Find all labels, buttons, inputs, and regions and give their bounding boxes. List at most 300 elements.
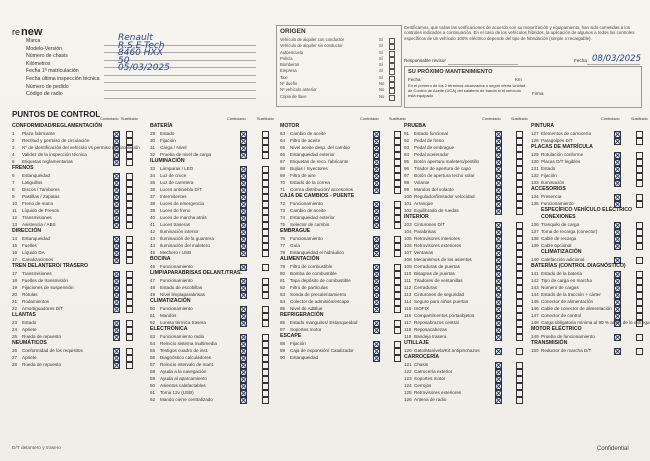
item-label: Reinicio sistema multimedia xyxy=(160,341,217,346)
item-label: Rotulación conforme xyxy=(541,152,584,157)
control-item xyxy=(404,263,528,270)
item-label: Pedal de freno xyxy=(414,138,444,143)
category-heading: CAJA DE CAMBIOS - PUENTE xyxy=(280,193,355,199)
control-item xyxy=(280,130,404,137)
item-label: Retrovisores exteriores xyxy=(414,243,462,248)
item-number: 15 xyxy=(12,243,18,248)
item-label: Amortiguadores D/T xyxy=(22,306,64,311)
control-item xyxy=(531,193,649,200)
control-item xyxy=(150,249,280,256)
item-label: Volante xyxy=(414,180,430,185)
item-number: 137 xyxy=(531,229,539,234)
control-item xyxy=(12,326,142,333)
item-label: Elementos de carrocería xyxy=(541,131,592,136)
field-label: Código de radio xyxy=(26,91,63,98)
control-item xyxy=(150,305,280,312)
category-heading: UTILLAJE xyxy=(404,340,429,346)
item-label: Nivel de AdBlue xyxy=(290,306,323,311)
next-maintenance-title: SU PRÓXIMO MANTENIMIENTO xyxy=(408,69,493,75)
origin-label: Autoescuela xyxy=(280,49,304,55)
item-number: 117 xyxy=(404,320,412,325)
item-label: Ayuda a la navegación xyxy=(160,369,207,374)
item-label: Estado xyxy=(22,320,37,325)
item-number: 39 xyxy=(150,208,156,213)
control-item xyxy=(150,284,280,291)
item-number: 44 xyxy=(150,243,156,248)
replaced-checkbox[interactable] xyxy=(126,362,133,369)
item-label: Retrovisores exteriores xyxy=(414,390,462,395)
field-value[interactable]: 50 xyxy=(118,55,130,66)
control-item xyxy=(531,333,649,340)
item-label: Asistencia / ABS xyxy=(22,222,56,227)
item-number: 113 xyxy=(404,292,412,297)
item-number: 112 xyxy=(404,285,412,290)
item-number: 99 xyxy=(404,187,410,192)
responsible-line xyxy=(448,64,518,65)
origin-title: ORIGEN xyxy=(280,28,306,35)
control-item xyxy=(12,207,142,214)
item-label: Estado xyxy=(160,131,175,136)
item-number: 62 xyxy=(150,397,156,402)
item-number: 103 xyxy=(404,222,412,227)
item-label: Funcionamiento xyxy=(160,264,193,269)
item-label: Nivel aceite desp. del cambio xyxy=(290,145,350,150)
item-label: Cable de conector de alimentación xyxy=(541,306,612,311)
item-number: 61 xyxy=(150,390,156,395)
item-number: 55 xyxy=(150,348,156,353)
item-label: Reposabrazos central xyxy=(414,320,459,325)
control-item xyxy=(12,130,142,137)
item-number: 80 xyxy=(280,271,286,276)
item-label: Colector de admisión/escape xyxy=(290,299,350,304)
category-heading: PINTURA xyxy=(531,123,555,129)
item-number: 129 xyxy=(531,152,539,157)
item-label: Correa distribución/ accesorios xyxy=(290,187,354,192)
control-item xyxy=(404,361,528,368)
item-label: Soportes motor xyxy=(290,327,322,332)
control-item xyxy=(280,137,404,144)
field-value[interactable]: R.S.E-Tech xyxy=(118,40,165,51)
control-item xyxy=(404,207,528,214)
item-label: Toma 12v (USB) xyxy=(160,390,194,395)
item-label: Luz de carretera xyxy=(160,180,194,185)
item-label: Rueda de repuesto xyxy=(22,334,62,339)
item-label: Calefacción adicional xyxy=(541,257,585,262)
category-heading: BOCINA xyxy=(150,256,171,262)
item-number: 142 xyxy=(531,278,539,283)
category-heading: CLIMATIZACIÓN xyxy=(150,298,191,304)
footer-confidential: Confidential xyxy=(597,446,629,452)
item-number: 96 xyxy=(404,166,410,171)
item-label: Canalizaciones xyxy=(22,257,54,262)
control-column xyxy=(280,117,404,361)
control-item xyxy=(12,179,142,186)
item-number: 102 xyxy=(404,208,412,213)
item-number: 9 xyxy=(12,194,15,199)
category-heading: ESCAPE xyxy=(280,333,302,339)
item-number: 147 xyxy=(531,313,539,318)
control-item xyxy=(280,207,404,214)
item-number: 59 xyxy=(150,376,156,381)
item-label: Conector de control xyxy=(541,313,582,318)
item-number: 10 xyxy=(12,201,18,206)
item-label: Cerraduras de puertas xyxy=(414,264,460,269)
control-item xyxy=(12,172,142,179)
origin-option: Sí xyxy=(379,43,383,49)
item-number: 98 xyxy=(404,180,410,185)
item-number: 89 xyxy=(280,348,286,353)
control-column xyxy=(150,117,280,403)
control-item xyxy=(531,277,649,284)
control-column xyxy=(12,117,142,368)
item-label: Estado xyxy=(541,166,556,171)
item-number: 3 xyxy=(12,145,15,150)
item-number: 95 xyxy=(404,159,410,164)
category-heading: ILUMINACIÓN xyxy=(150,158,185,164)
control-item xyxy=(12,200,142,207)
category-heading: LIMPIAPARABRISAS DELANT./TRAS. xyxy=(150,270,242,276)
replaced-checkbox[interactable] xyxy=(262,397,269,404)
item-label: Transmisiones xyxy=(22,271,52,276)
control-item xyxy=(404,179,528,186)
control-item xyxy=(150,291,280,298)
category-heading: MOTOR ELÉCTRICO xyxy=(531,326,582,332)
item-number: 93 xyxy=(404,145,410,150)
item-label: Luz de cruce xyxy=(160,173,187,178)
item-label: Fijación xyxy=(290,341,306,346)
item-label: Nº de identificación del vehículo vs permiso de circulación xyxy=(22,145,140,150)
category-heading: ELECTRÓNICA xyxy=(150,326,188,332)
control-item xyxy=(280,144,404,151)
item-label: Filtro de aire xyxy=(290,173,316,178)
item-label: Tapa depósito de combustible xyxy=(290,278,351,283)
item-label: Chasis xyxy=(414,362,429,367)
control-item xyxy=(404,158,528,165)
item-number: 70 xyxy=(280,180,286,185)
control-item xyxy=(531,312,649,319)
origin-option: No xyxy=(379,93,385,99)
control-item xyxy=(12,270,142,277)
item-number: 146 xyxy=(531,306,539,311)
item-label: Iluminación interior xyxy=(160,229,199,234)
item-label: Apriete xyxy=(22,355,37,360)
category-heading: CONFORMIDAD/REGLAMENTACIÓN xyxy=(12,123,103,129)
controlled-checkbox[interactable] xyxy=(495,397,502,404)
item-number: 81 xyxy=(280,278,286,283)
item-number: 109 xyxy=(404,264,412,269)
item-number: 66 xyxy=(280,152,286,157)
origin-label: Empresa xyxy=(280,68,297,74)
header-controlled: Controlado xyxy=(227,117,246,121)
category-heading: FRENOS xyxy=(12,165,34,171)
control-item xyxy=(404,228,528,235)
item-label: Bujías / Inyectores xyxy=(290,166,328,171)
item-number: 20 xyxy=(12,292,18,297)
control-item xyxy=(280,284,404,291)
item-number: 28 xyxy=(12,362,18,367)
item-label: Líquido DA xyxy=(22,250,45,255)
item-number: 21 xyxy=(12,299,18,304)
item-number: 13 xyxy=(12,222,18,227)
item-label: Validez de la inspección técnica xyxy=(22,152,87,157)
item-number: 7 xyxy=(12,180,15,185)
item-number: 18 xyxy=(12,278,18,283)
item-label: Soportes motor xyxy=(414,376,446,381)
item-label: Caja de expansión/ Catalizador xyxy=(290,348,354,353)
category-heading: PRUEBA xyxy=(404,123,426,129)
item-number: 125 xyxy=(404,390,412,395)
control-item xyxy=(150,179,280,186)
controlled-checkbox[interactable] xyxy=(113,362,120,369)
field-label: Kilómetros xyxy=(26,60,51,67)
item-label: Mecanismos de los asientos xyxy=(414,257,472,262)
origin-box xyxy=(276,25,402,107)
item-label: Estado manguitos/ Estanqueidad xyxy=(290,320,358,325)
item-number: 119 xyxy=(404,334,412,339)
control-item xyxy=(404,242,528,249)
control-item xyxy=(280,186,404,193)
control-item xyxy=(150,389,280,396)
item-number: 114 xyxy=(404,299,412,304)
item-number: 105 xyxy=(404,236,412,241)
item-label: Luces traseras xyxy=(160,222,191,227)
item-label: Tiradores de ventanillas xyxy=(414,278,463,283)
field-value[interactable]: 05/03/2025 xyxy=(118,63,170,74)
item-number: 8 xyxy=(12,187,15,192)
item-number: 83 xyxy=(280,292,286,297)
controlled-checkbox[interactable] xyxy=(373,355,380,362)
declaration-text: Certificamos, que todas las verificaciones de acuerdo con su motorización y equipamiento, han sido cometidas a los controles indicados a continuación. En el caso de los vehículos híbridos, la aplicación de algunos a todos los controles específicos de un vehículo 100% eléctrico depende del tipo de hibridación (simple o recargable). xyxy=(404,25,635,41)
control-item xyxy=(280,277,404,284)
date-label: Fecha xyxy=(574,58,587,63)
item-label: Rodamientos xyxy=(22,299,50,304)
item-label: Líquido de Frenos xyxy=(22,208,60,213)
control-item xyxy=(12,151,142,158)
item-number: 90 xyxy=(280,355,286,360)
item-number: 14 xyxy=(12,236,18,241)
item-number: 56 xyxy=(150,355,156,360)
control-item xyxy=(280,354,404,361)
control-item xyxy=(12,221,142,228)
header-replaced: Sustituido xyxy=(121,117,138,121)
controlled-checkbox[interactable] xyxy=(614,348,621,355)
control-item xyxy=(150,193,280,200)
control-item xyxy=(404,319,528,326)
control-item xyxy=(404,130,528,137)
replaced-checkbox[interactable] xyxy=(394,355,401,362)
control-item xyxy=(12,284,142,291)
control-item xyxy=(531,165,649,172)
replaced-checkbox[interactable] xyxy=(516,397,523,404)
item-label: Etiquetas de reco. fabricante xyxy=(290,159,349,164)
item-number: 120 xyxy=(404,348,412,353)
item-number: 49 xyxy=(150,292,156,297)
item-label: Retrovisores interiores xyxy=(414,236,460,241)
field-label: Fecha 1ª matriculación xyxy=(26,68,79,75)
control-item xyxy=(404,256,528,263)
item-number: 74 xyxy=(280,215,286,220)
replaced-checkbox[interactable] xyxy=(636,348,643,355)
control-item xyxy=(150,361,280,368)
control-item xyxy=(12,256,142,263)
item-number: 133 xyxy=(531,180,539,185)
control-column xyxy=(404,117,528,403)
control-item xyxy=(404,396,528,403)
category-heading: BATERÍA xyxy=(150,123,173,129)
control-item xyxy=(150,382,280,389)
control-item xyxy=(404,193,528,200)
control-item xyxy=(280,340,404,347)
logo-text: new xyxy=(21,26,43,38)
origin-checkbox[interactable] xyxy=(389,95,395,101)
control-item xyxy=(404,347,528,354)
origin-option: Sí xyxy=(379,62,383,68)
item-label: Seguro para niños puertas xyxy=(414,299,469,304)
field-value[interactable]: Renault xyxy=(118,33,153,43)
item-label: Mandos xyxy=(160,313,177,318)
item-number: 68 xyxy=(280,166,286,171)
item-number: 36 xyxy=(150,187,156,192)
control-item xyxy=(280,249,404,256)
item-number: 51 xyxy=(150,313,156,318)
item-number: 41 xyxy=(150,222,156,227)
item-number: 5 xyxy=(12,159,15,164)
item-label: Pastillas / Zapatas xyxy=(22,194,60,199)
next-km-label: Km xyxy=(515,77,522,82)
category-heading: MOTOR xyxy=(280,123,300,129)
item-number: 24 xyxy=(12,327,18,332)
item-number: 108 xyxy=(404,257,412,262)
item-number: 88 xyxy=(280,341,286,346)
item-number: 104 xyxy=(404,229,412,234)
origin-option: No xyxy=(379,81,385,87)
item-number: 47 xyxy=(150,278,156,283)
item-label: Rectitud y permiso de circulación xyxy=(22,138,90,143)
item-number: 150 xyxy=(531,348,539,353)
item-label: Cerraduras xyxy=(414,285,437,290)
item-number: 57 xyxy=(150,362,156,367)
item-label: Equilibrado de ruedas xyxy=(414,208,459,213)
item-label: Rueda de repuesto xyxy=(22,362,62,367)
control-item xyxy=(531,305,649,312)
origin-option: Sí xyxy=(379,68,383,74)
header-replaced: Sustituido xyxy=(389,117,406,121)
control-item xyxy=(150,200,280,207)
item-label: Discos / Tambores xyxy=(22,187,60,192)
item-label: Cerrojos xyxy=(414,383,432,388)
item-number: 6 xyxy=(12,173,15,178)
item-number: 48 xyxy=(150,285,156,290)
origin-option: Sí xyxy=(379,74,383,80)
control-item xyxy=(150,375,280,382)
item-number: 145 xyxy=(531,299,539,304)
item-number: 35 xyxy=(150,180,156,185)
header-replaced: Sustituido xyxy=(257,117,274,121)
item-label: Nivel limpiaparabrisas xyxy=(160,292,205,297)
control-item xyxy=(12,249,142,256)
field-value[interactable]: 8460 HXX xyxy=(118,48,163,59)
vehicle-field xyxy=(26,76,256,84)
control-item xyxy=(404,235,528,242)
item-number: 2 xyxy=(12,138,15,143)
control-item xyxy=(12,158,142,165)
item-label: Estanqueidad el hidráulico xyxy=(290,250,344,255)
item-label: Selector de cambio xyxy=(290,222,330,227)
item-label: Estado de la tracción + cárter xyxy=(541,292,601,297)
field-label: Marca xyxy=(26,38,41,44)
control-item xyxy=(150,214,280,221)
control-item xyxy=(12,291,142,298)
field-label: Fecha última inspección técnica xyxy=(26,75,100,82)
item-number: 116 xyxy=(404,313,412,318)
item-number: 46 xyxy=(150,264,156,269)
control-item xyxy=(280,291,404,298)
control-item xyxy=(280,165,404,172)
item-number: 50 xyxy=(150,306,156,311)
control-item xyxy=(150,319,280,326)
control-item xyxy=(150,347,280,354)
item-label: Freno de mano xyxy=(22,201,54,206)
control-item xyxy=(531,270,649,277)
item-number: 22 xyxy=(12,306,18,311)
item-number: 85 xyxy=(280,306,286,311)
item-number: 132 xyxy=(531,173,539,178)
item-number: 106 xyxy=(404,243,412,248)
item-label: Cable opcional xyxy=(541,243,572,248)
item-number: 17 xyxy=(12,271,18,276)
item-number: 72 xyxy=(280,201,286,206)
item-label: Iluminación xyxy=(541,180,565,185)
item-number: 107 xyxy=(404,250,412,255)
origin-option: No xyxy=(379,87,385,93)
item-label: Luces de marcha atrás xyxy=(160,215,207,220)
control-item xyxy=(150,151,280,158)
item-number: 77 xyxy=(280,243,286,248)
vehicle-field xyxy=(26,84,256,92)
control-item xyxy=(404,200,528,207)
control-item xyxy=(12,235,142,242)
origin-label: Bomberos xyxy=(280,62,300,68)
item-number: 60 xyxy=(150,383,156,388)
item-label: Bomba de combustible xyxy=(290,271,337,276)
item-label: Cable de recarga xyxy=(541,236,577,241)
control-item xyxy=(12,193,142,200)
item-label: Carga obligatoria mínima al 90 % antes de la entrega xyxy=(541,320,650,325)
item-number: 53 xyxy=(150,334,156,339)
item-number: 131 xyxy=(531,166,539,171)
control-item xyxy=(280,298,404,305)
control-item xyxy=(12,242,142,249)
origin-option: Sí xyxy=(379,37,383,42)
item-number: 87 xyxy=(280,327,286,332)
control-item xyxy=(12,186,142,193)
control-item xyxy=(150,137,280,144)
category-heading: LLANTAS xyxy=(12,312,36,318)
item-label: Apriete xyxy=(22,327,37,332)
item-label: Tirador de apertura de capó xyxy=(414,166,471,171)
item-number: 110 xyxy=(404,271,412,276)
item-label: Bandeja trasera xyxy=(414,334,447,339)
item-label: Estado de la correa xyxy=(290,180,330,185)
category-heading: TRANSMISIÓN xyxy=(531,340,568,346)
item-label: ISOFIX xyxy=(414,306,430,311)
controlled-checkbox[interactable] xyxy=(240,397,247,404)
item-number: 37 xyxy=(150,194,156,199)
item-label: Cinturones de seguridad xyxy=(414,292,465,297)
item-label: Cambio de aceite xyxy=(290,131,326,136)
item-label: Fijaciones de suspensión xyxy=(22,285,74,290)
item-number: 140 xyxy=(531,257,539,262)
